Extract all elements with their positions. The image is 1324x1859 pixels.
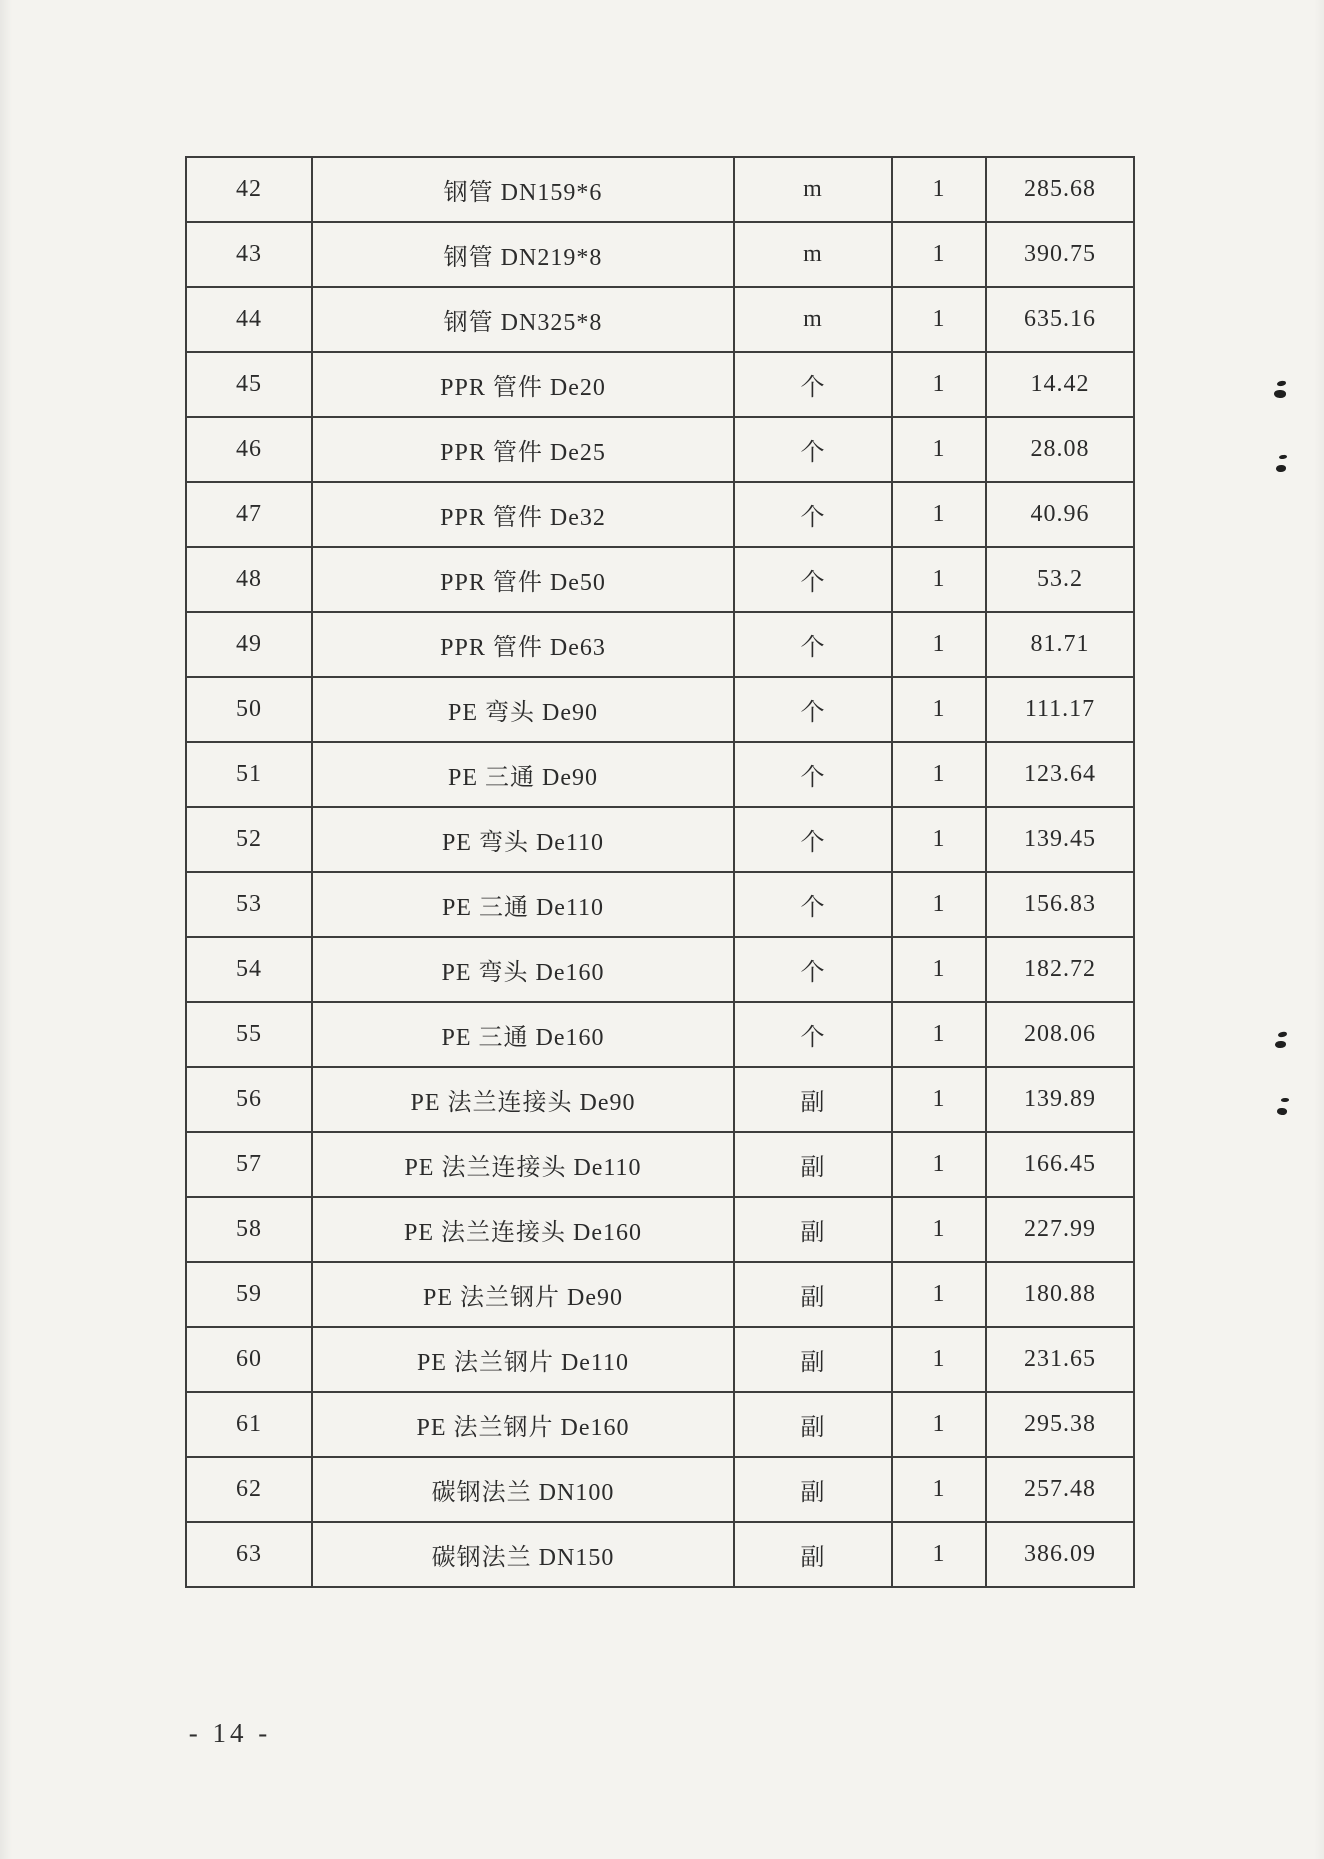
table-row: [186, 352, 1134, 417]
cell-desc: PE 法兰钢片 De90: [312, 1262, 734, 1327]
table-row: [186, 1002, 1134, 1067]
cell-no: 59: [186, 1262, 312, 1327]
table-row: [186, 222, 1134, 287]
ink-speck: [1277, 380, 1287, 386]
cell-desc: PE 弯头 De90: [312, 677, 734, 742]
cell-unit: m: [734, 157, 892, 222]
cell-unit: 个: [734, 807, 892, 872]
cell-no: 58: [186, 1197, 312, 1262]
cell-qty: 1: [892, 1522, 986, 1587]
table-row: [186, 1522, 1134, 1587]
cell-price: 166.45: [986, 1132, 1134, 1197]
cell-unit: 副: [734, 1262, 892, 1327]
table-row: [186, 612, 1134, 677]
table-row: [186, 1392, 1134, 1457]
cell-price: 123.64: [986, 742, 1134, 807]
cell-price: 285.68: [986, 157, 1134, 222]
cell-desc: PPR 管件 De25: [312, 417, 734, 482]
cell-desc: PPR 管件 De20: [312, 352, 734, 417]
cell-qty: 1: [892, 1197, 986, 1262]
cell-desc: 碳钢法兰 DN100: [312, 1457, 734, 1522]
table-row: [186, 1197, 1134, 1262]
cell-price: 231.65: [986, 1327, 1134, 1392]
materials-price-table: [185, 156, 1135, 1588]
cell-no: 50: [186, 677, 312, 742]
cell-price: 208.06: [986, 1002, 1134, 1067]
cell-price: 53.2: [986, 547, 1134, 612]
cell-qty: 1: [892, 872, 986, 937]
table-row: [186, 547, 1134, 612]
cell-unit: 副: [734, 1392, 892, 1457]
cell-price: 156.83: [986, 872, 1134, 937]
cell-no: 43: [186, 222, 312, 287]
cell-qty: 1: [892, 937, 986, 1002]
footer-page-number: - 14 -: [188, 1718, 272, 1748]
table-row: [186, 482, 1134, 547]
cell-no: 46: [186, 417, 312, 482]
cell-no: 54: [186, 937, 312, 1002]
cell-qty: 1: [892, 742, 986, 807]
cell-desc: 钢管 DN219*8: [312, 222, 734, 287]
cell-price: 227.99: [986, 1197, 1134, 1262]
table-row: [186, 1327, 1134, 1392]
cell-unit: 个: [734, 677, 892, 742]
cell-price: 14.42: [986, 352, 1134, 417]
cell-desc: PE 弯头 De110: [312, 807, 734, 872]
cell-no: 56: [186, 1067, 312, 1132]
cell-price: 295.38: [986, 1392, 1134, 1457]
cell-no: 62: [186, 1457, 312, 1522]
table-row: [186, 1067, 1134, 1132]
cell-desc: PE 三通 De160: [312, 1002, 734, 1067]
cell-desc: 钢管 DN159*6: [312, 157, 734, 222]
cell-no: 48: [186, 547, 312, 612]
table-row: [186, 157, 1134, 222]
cell-qty: 1: [892, 1392, 986, 1457]
cell-qty: 1: [892, 1067, 986, 1132]
ink-speck: [1278, 1031, 1288, 1037]
cell-desc: PE 法兰钢片 De160: [312, 1392, 734, 1457]
ink-speck: [1281, 1098, 1289, 1102]
cell-unit: 个: [734, 612, 892, 677]
cell-qty: 1: [892, 287, 986, 352]
cell-unit: 个: [734, 872, 892, 937]
cell-no: 51: [186, 742, 312, 807]
cell-desc: PE 法兰连接头 De90: [312, 1067, 734, 1132]
cell-no: 60: [186, 1327, 312, 1392]
cell-unit: 副: [734, 1132, 892, 1197]
cell-no: 42: [186, 157, 312, 222]
ink-speck: [1277, 1107, 1288, 1115]
cell-qty: 1: [892, 547, 986, 612]
cell-unit: 副: [734, 1067, 892, 1132]
cell-desc: PE 法兰连接头 De160: [312, 1197, 734, 1262]
cell-desc: PPR 管件 De32: [312, 482, 734, 547]
cell-qty: 1: [892, 1002, 986, 1067]
cell-desc: 钢管 DN325*8: [312, 287, 734, 352]
cell-desc: PPR 管件 De50: [312, 547, 734, 612]
cell-no: 52: [186, 807, 312, 872]
cell-price: 40.96: [986, 482, 1134, 547]
cell-desc: PE 法兰钢片 De110: [312, 1327, 734, 1392]
ink-speck: [1276, 465, 1286, 472]
cell-price: 28.08: [986, 417, 1134, 482]
cell-no: 47: [186, 482, 312, 547]
cell-desc: PE 弯头 De160: [312, 937, 734, 1002]
cell-no: 63: [186, 1522, 312, 1587]
cell-qty: 1: [892, 1132, 986, 1197]
cell-qty: 1: [892, 612, 986, 677]
cell-qty: 1: [892, 417, 986, 482]
cell-no: 57: [186, 1132, 312, 1197]
ink-speck: [1279, 455, 1287, 460]
cell-price: 182.72: [986, 937, 1134, 1002]
cell-unit: 副: [734, 1522, 892, 1587]
cell-desc: PE 三通 De90: [312, 742, 734, 807]
table-row: [186, 1132, 1134, 1197]
cell-qty: 1: [892, 807, 986, 872]
table-row: [186, 677, 1134, 742]
cell-qty: 1: [892, 352, 986, 417]
cell-unit: 副: [734, 1197, 892, 1262]
table-row: [186, 872, 1134, 937]
table-row: [186, 807, 1134, 872]
ink-speck: [1275, 1041, 1286, 1048]
table-row: [186, 1262, 1134, 1327]
cell-unit: 个: [734, 547, 892, 612]
cell-no: 53: [186, 872, 312, 937]
cell-qty: 1: [892, 222, 986, 287]
cell-desc: 碳钢法兰 DN150: [312, 1522, 734, 1587]
cell-no: 61: [186, 1392, 312, 1457]
cell-qty: 1: [892, 1262, 986, 1327]
table-row: [186, 417, 1134, 482]
cell-price: 139.45: [986, 807, 1134, 872]
cell-price: 111.17: [986, 677, 1134, 742]
table-row: [186, 742, 1134, 807]
cell-price: 81.71: [986, 612, 1134, 677]
cell-unit: 副: [734, 1327, 892, 1392]
materials-price-table-body: [186, 157, 1134, 1587]
cell-unit: m: [734, 287, 892, 352]
ink-speck: [1274, 389, 1287, 398]
cell-price: 139.89: [986, 1067, 1134, 1132]
cell-no: 49: [186, 612, 312, 677]
cell-qty: 1: [892, 1327, 986, 1392]
cell-price: 386.09: [986, 1522, 1134, 1587]
cell-unit: 个: [734, 482, 892, 547]
cell-unit: m: [734, 222, 892, 287]
cell-price: 257.48: [986, 1457, 1134, 1522]
cell-unit: 个: [734, 417, 892, 482]
cell-qty: 1: [892, 157, 986, 222]
table-row: [186, 1457, 1134, 1522]
cell-qty: 1: [892, 677, 986, 742]
cell-no: 44: [186, 287, 312, 352]
cell-unit: 副: [734, 1457, 892, 1522]
cell-price: 180.88: [986, 1262, 1134, 1327]
cell-qty: 1: [892, 482, 986, 547]
cell-unit: 个: [734, 937, 892, 1002]
cell-price: 635.16: [986, 287, 1134, 352]
cell-price: 390.75: [986, 222, 1134, 287]
cell-no: 45: [186, 352, 312, 417]
cell-desc: PE 法兰连接头 De110: [312, 1132, 734, 1197]
cell-unit: 个: [734, 1002, 892, 1067]
cell-no: 55: [186, 1002, 312, 1067]
cell-desc: PPR 管件 De63: [312, 612, 734, 677]
cell-desc: PE 三通 De110: [312, 872, 734, 937]
table-row: [186, 937, 1134, 1002]
table-row: [186, 287, 1134, 352]
cell-unit: 个: [734, 742, 892, 807]
cell-qty: 1: [892, 1457, 986, 1522]
cell-unit: 个: [734, 352, 892, 417]
